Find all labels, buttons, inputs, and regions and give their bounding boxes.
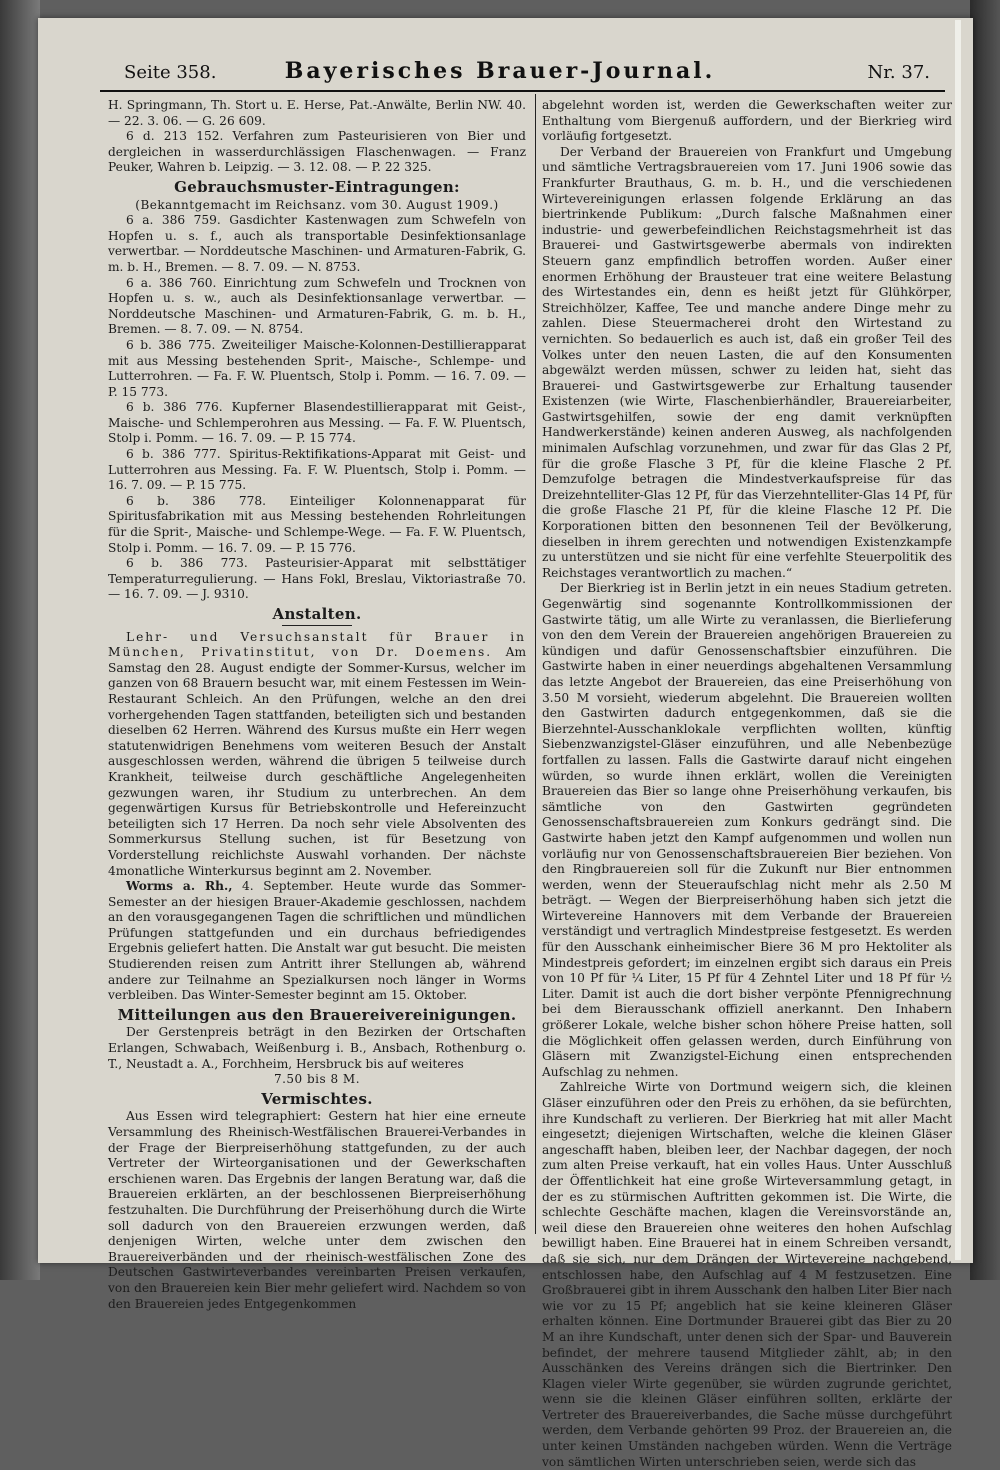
header-rule	[100, 90, 945, 92]
barley-price: 7.50 bis 8 M.	[273, 1072, 361, 1087]
page-header	[60, 50, 940, 90]
page-number: Seite 358.	[124, 62, 217, 83]
article-body: 4. September. Heute wurde das Sommer-Semester an der hiesigen Brauer-Akademie geschlossen, nachdem an den vorausgegangenen Tagen die schriftlichen und mündlichen Prüfungen stattgefunden und ein durchaus befriedigendes Ergebnis geliefert hatten. Die Anstalt war gut besucht. Die meisten Studierenden reisen zum Antritt ihrer Stellungen ab, während andere zur Teilnahme an Spezialkursen noch länger in Worms verbleiben. Das Winter-Semester beginnt am 15. Oktober.	[108, 879, 526, 1003]
patent-entry: 6 d. 213 152. Verfahren zum Pasteurisieren von Bier und dergleichen in wasserdurchlässigen Flaschenwagen. — Franz Peuker, Wahren b. Leipzig. — 3. 12. 08. — P. 22 325.	[108, 129, 526, 175]
article-paragraph	[108, 879, 526, 1004]
scan-border-left	[0, 0, 40, 1280]
page-edge	[955, 20, 961, 1260]
article-lead: Lehr- und Versuchsanstalt für Brauer in München, Privatinstitut, von Dr. Doemens.	[108, 629, 526, 660]
gm-entry: 6 a. 386 759. Gasdichter Kastenwagen zum Schwefeln von Hopfen u. s. f., auch als transportable Desinfektionsanlage verwertbar. — Norddeutsche Maschinen- und Armaturen-Fabrik, G. m. b. H., Bremen. — 8. 7. 09. — N. 8753.	[108, 213, 526, 274]
section-heading-vermischtes: Vermischtes.	[261, 1089, 373, 1108]
gm-entry: 6 b. 386 776. Kupferner Blasendestillierapparat mit Geist-, Maische- und Schlemperohren aus Messing. — Fa. F. W. Pluentsch, Stolp i. Pomm. — 16. 7. 09. — P. 15 774.	[108, 400, 526, 446]
gm-entry: 6 b. 386 775. Zweiteiliger Maische-Kolonnen-Destillierapparat mit aus Messing bestehenden Sprit-, Maische-, Schlempe- und Lutterrohren. — Fa. F. W. Pluentsch, Stolp i. Pomm. — 16. 7. 09. — P. 15 773.	[108, 337, 526, 399]
article-body: Am Samstag den 28. August endigte der Sommer-Kursus, welcher im ganzen von 68 Brauern besucht war, mit einem Festessen im Wein-Restaurant Schleich. An den Prüfungen, welche an den drei vorhergehenden Tagen stattfanden, beteiligten sich und bestanden dieselben 62 Herren. Während des Kursus mußte ein Herr wegen statutenwidrigen Benehmens vom weiteren Besuch der Anstalt ausgeschlossen werden, während die übrigen 5 teilweise durch Krankheit, teilweise durch geschäftliche Angelegenheiten gezwungen waren, ihr Studium zu unterbrechen. An dem gegenwärtigen Kursus für Betriebskontrolle und Hefereinzucht beteiligten sich 17 Herren. Da noch sehr viele Absolventen des Sommerkursus Stellung suchen, ist für Besetzung von Vorderstellung reichlichste Auswahl vorhanden. Der nächste 4monatliche Winterkursus beginnt am 2. November.	[108, 645, 526, 878]
article-paragraph	[108, 630, 526, 880]
right-column	[542, 98, 952, 1470]
article-paragraph: Der Bierkrieg ist in Berlin jetzt in ein neues Stadium getreten. Gegenwärtig sind sogenannte Kontrollkommissionen der Gastwirte tätig, um alle Wirte zu veranlassen, die Bierlieferung von den dem Verein der Brauereien angehörigen Brauereien zu kündigen und dafür Genossenschaftsbier einzuführen. Die Gastwirte haben in einer neuerdings abgehaltenen Versammlung das letzte Angebot der Brauereien, das eine Preiserhöhung von 3.50 M vorsieht, wiederum abgelehnt. Die Brauereien wollten den Gastwirten dadurch entgegenkommen, daß sie die Bierzehntel-Ausschanklokale verpflichten wollten, künftig Siebenzwanzigstel-Gläser einzuführen, und alle Nebenbezüge fortfallen zu lassen. Falls die Gastwirte darauf nicht eingehen würden, so wurde ihnen erklärt, wollen die Vereinigten Brauereien das Bier so lange ohne Preiserhöhung verkaufen, bis sämtliche von den Gastwirten gegründeten Genossenschaftsbrauereien zum Konkurs gedrängt sind. Die Gastwirte haben jetzt den Kampf aufgenommen und wollen nun vorläufig nur von Genossenschaftsbrauereien Bier beziehen. Von den Ringbrauereien soll für die Zukunft nur Bier entnommen werden, wenn der Steueraufschlag nicht mehr als 2.50 M beträgt. — Wegen der Bierpreiserhöhung haben sich jetzt die Wirtevereine Hannovers mit dem Verbande der Brauereien verständigt und vertraglich Mindestpreise festgesetzt. Es werden für den Ausschank einheimischer Biere 36 M pro Hektoliter als Mindestpreis gefordert; im einzelnen ergibt sich daraus ein Preis von 10 Pf für ¼ Liter, 15 Pf für 4 Zehntel Liter und 18 Pf für ½ Liter. Damit ist auch die dort bisher verpönte Pfennigrechnung bei dem Bierausschank offiziell anerkannt. Den Inhabern größerer Lokale, welche bisher schon höhere Preise hatten, soll die Möglichkeit offen gelassen werden, durch Einführung von Gläsern mit Zwanzigstel-Eichung einen entsprechenden Aufschlag zu nehmen.	[542, 581, 952, 1079]
article-paragraph: abgelehnt worden ist, werden die Gewerkschaften weiter zur Enthaltung vom Biergenuß auffordern, und der Bierkrieg wird vorläufig fortgesetzt.	[542, 98, 952, 144]
section-heading-mitteilungen: Mitteilungen aus den Brauereivereinigungen.	[117, 1005, 517, 1024]
article-paragraph: Der Verband der Brauereien von Frankfurt und Umgebung und sämtliche Vertragsbrauereien vom 17. Juni 1906 sowie das Frankfurter Brauthaus, G. m. b. H., und die verschiedenen Wirtevereinigungen erlassen folgende Erklärung an das biertrinkende Publikum: „Durch falsche Maßnahmen einer industrie- und gewerbefeindlichen Reichstagsmehrheit ist das Brauerei- und Gastwirtsgewerbe abermals von indirekten Steuern ganz empfindlich betroffen worden. Außer einer enormen Erhöhung der Brausteuer trat eine weitere Belastung des Wirtestandes ein, denn es heißt jetzt für Glühkörper, Streichhölzer, Kaffee, Tee und manche andere Dinge mehr zu zahlen. Diese Steuermacherei droht den Wirtestand zu vernichten. So bedauerlich es auch ist, daß ein großer Teil des Volkes unter den neuen Lasten, die auf den Konsumenten abgewälzt werden müssen, schwer zu leiden hat, sieht das Brauerei- und Gastwirtsgewerbe zur Erhaltung tausender Existenzen (wie Wirte, Flaschenbierhändler, Brauereiarbeiter, Gastwirtsgehilfen, sowie der eng damit verknüpften Handwerkerstände) keinen anderen Ausweg, als nachfolgenden minimalen Aufschlag vorzunehmen, und zwar für das Glas 2 Pf, für die große Flasche 3 Pf, für die kleine Flasche 2 Pf. Demzufolge betragen die Mindestverkaufspreise für das Dreizehntelliter-Glas 12 Pf, für das Vierzehntelliter-Glas 14 Pf, für die große Flasche 21 Pf, für die kleine Flasche 12 Pf. Die Korporationen bitten den besonnenen Teil der Bevölkerung, dieselben in ihrem gerechten und notwendigen Existenzkampfe zu unterstützen und sie nicht für eine verfehlte Steuerpolitik des Reichstages verantwortlich zu machen.“	[542, 144, 952, 580]
section-subheading: (Bekanntgemacht im Reichsanz. vom 30. August 1909.)	[135, 197, 499, 212]
gm-entry: 6 b. 386 778. Einteiliger Kolonnenapparat für Spiritusfabrikation mit aus Messing bestehenden Rohrleitungen für die Sprit-, Maische- und Schlempe-Wege. — Fa. F. W. Pluentsch, Stolp i. Pomm. — 16. 7. 09. — P. 15 776.	[108, 493, 526, 555]
issue-number: Nr. 37.	[867, 62, 930, 83]
journal-title: Bayerisches Brauer-Journal.	[284, 58, 716, 84]
patent-entry: H. Springmann, Th. Stort u. E. Herse, Pat.-Anwälte, Berlin NW. 40. — 22. 3. 06. — G. 26 609.	[108, 98, 526, 128]
article-paragraph: Der Gerstenpreis beträgt in den Bezirken der Ortschaften Erlangen, Schwabach, Weißenburg i. B., Ansbach, Rothenburg o. T., Neustadt a. A., Forchheim, Hersbruck bis auf weiteres	[108, 1025, 526, 1071]
left-column	[108, 98, 526, 1312]
article-lead: Worms a. Rh.,	[126, 879, 233, 894]
section-heading-gebrauchsmuster: Gebrauchsmuster-Eintragungen:	[174, 177, 460, 196]
section-heading-anstalten: Anstalten.	[272, 605, 362, 623]
column-divider	[535, 94, 536, 1234]
gm-entry: 6 a. 386 760. Einrichtung zum Schwefeln und Trocknen von Hopfen u. s. w., auch als Desinfektionsanlage verwertbar. — Norddeutsche Maschinen- und Armaturen-Fabrik, G. m. b. H., Bremen. — 8. 7. 09. — N. 8754.	[108, 275, 526, 337]
article-paragraph: Aus Essen wird telegraphiert: Gestern hat hier eine erneute Versammlung des Rheinisch-Westfälischen Brauerei-Verbandes in der Frage der Bierpreiserhöhung stattgefunden, zu der auch Vertreter der Wirteorganisationen und der Gewerkschaften erschienen waren. Das Ergebnis der langen Beratung war, daß die Brauereien erklärten, an der beschlossenen Bierpreiserhöhung festzuhalten. Die Durchführung der Preiserhöhung durch die Wirte soll dadurch von den Brauereien erzwungen werden, daß denjenigen Wirten, welche unter dem zwischen den Brauereiverbänden und der rheinisch-westfälischen Zone des Deutschen Gastwirteverbandes vereinbarten Preisen verkaufen, von den Brauereien kein Bier mehr geliefert wird. Nachdem so von den Brauereien jedes Entgegenkommen	[108, 1109, 526, 1311]
gm-entry: 6 b. 386 777. Spiritus-Rektifikations-Apparat mit Geist- und Lutterrohren aus Messing. Fa. F. W. Pluentsch, Stolp i. Pomm. — 16. 7. 09. — P. 15 775.	[108, 447, 526, 493]
heading-rule	[282, 625, 352, 626]
scan-border-right	[970, 0, 1000, 1280]
article-paragraph: Zahlreiche Wirte von Dortmund weigern sich, die kleinen Gläser einzuführen oder den Preis zu erhöhen, da sie befürchten, ihre Kundschaft zu verlieren. Der Bierkrieg hat mit aller Macht eingesetzt; diejenigen Wirtschaften, welche die kleinen Gläser angeschafft haben, bleiben leer, der Nachbar dagegen, der noch zum alten Preise verkauft, hat ein volles Haus. Unter Ausschluß der Öffentlichkeit hat eine große Wirteversammlung getagt, in der es zu stürmischen Auftritten gekommen ist. Die Wirte, die schlechte Geschäfte machen, klagen die Vereinsvorstände an, weil diese den Brauereien ohne weiteres den hohen Aufschlag bewilligt haben. Eine Brauerei hat in einem Schreiben versandt, daß sie sich, nur dem Drängen der Wirtevereine nachgebend, entschlossen habe, den Aufschlag auf 4 M festzusetzen. Eine Großbrauerei gibt in ihrem Ausschank den halben Liter Bier nach wie vor zu 15 Pf; angeblich hat sie keine kleineren Gläser erhalten können. Eine Dortmunder Brauerei gibt das Bier zu 20 M an ihre Kundschaft, unter denen sich der Spar- und Bauverein befindet, der mehrere tausend Mitglieder zählt, ab; in den Ausschänken des Vereins drängen sich die Biertrinker. Den Klagen vieler Wirte gegenüber, sie würden zugrunde gerichtet, wenn sie die kleinen Gläser einführen sollten, erklärte der Vertreter des Brauereiverbandes, die Sache müsse durchgeführt werden, dem Verbande gehörten 99 Proz. der Brauereien an, die unter keinen Umständen nachgeben würden. Wenn die Verträge von sämtlichen Wirten unterschrieben seien, werde sich das	[542, 1080, 952, 1469]
gm-entry: 6 b. 386 773. Pasteurisier-Apparat mit selbsttätiger Temperaturregulierung. — Hans Fokl, Breslau, Viktoriastraße 70. — 16. 7. 09. — J. 9310.	[108, 556, 526, 602]
